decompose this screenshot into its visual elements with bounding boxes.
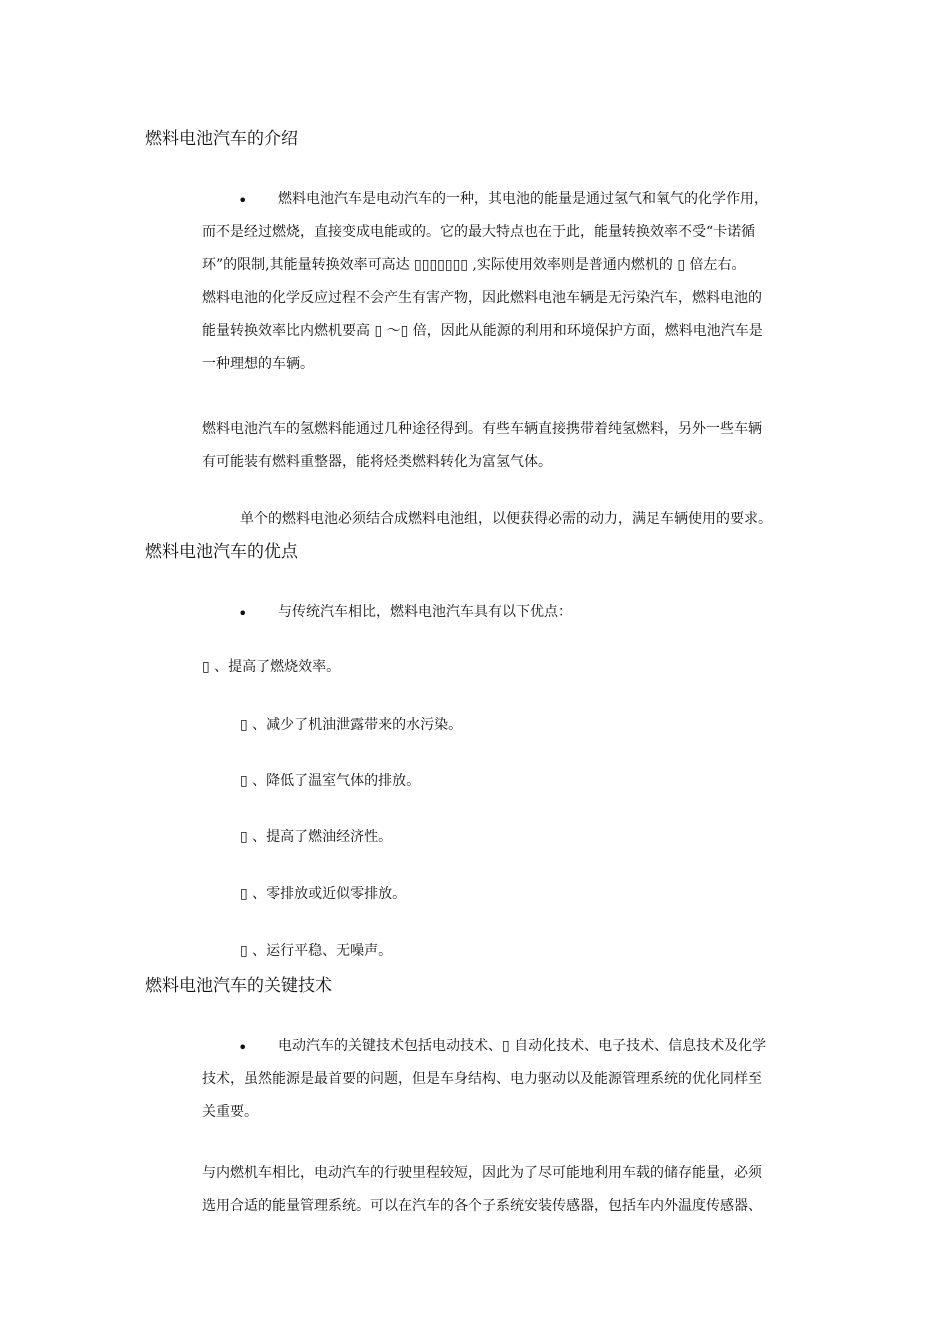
key-tech-paragraph xyxy=(202,1035,766,1134)
text-line: 燃料电池的化学反应过程不会产生有害产物，因此燃料电池车辆是无污染汽车，燃料电池的 xyxy=(202,290,762,306)
section-heading-advantages: 燃料电池汽车的优点 xyxy=(145,542,298,562)
list-item: ▯ 、降低了温室气体的排放。 xyxy=(240,773,421,789)
text-line: 环”的限制,其能量转换效率可高达 ▯▯▯▯▯▯▯ ,实际使用效率则是普通内燃机的 ▯ 倍左右。 xyxy=(202,257,746,273)
section-heading-key-tech: 燃料电池汽车的关键技术 xyxy=(145,976,332,996)
text-line: 关重要。 xyxy=(202,1104,258,1120)
hydrogen-paragraph xyxy=(202,418,762,484)
list-item: ▯ 、提高了燃油经济性。 xyxy=(240,829,393,845)
list-item: ▯ 、减少了机油泄露带来的水污染。 xyxy=(240,717,463,733)
text-line: 技术，虽然能源是最首要的问题，但是车身结构、电力驱动以及能源管理系统的优化同样至 xyxy=(202,1071,762,1087)
advantages-intro: 与传统汽车相比，燃料电池汽车具有以下优点： xyxy=(278,604,572,620)
text-line: 而不是经过燃烧，直接变成电能或的。它的最大特点也在于此，能量转换效率不受“卡诺循 xyxy=(202,224,756,240)
text-line: 一种理想的车辆。 xyxy=(202,356,314,372)
text-line: 选用合适的能量管理系统。可以在汽车的各个子系统安装传感器，包括车内外温度传感器、 xyxy=(202,1198,762,1214)
text-line: 能量转换效率比内燃机要高 ▯ ～▯ 倍，因此从能源的利用和环境保护方面，燃料电池汽车是 xyxy=(202,323,763,339)
text-line: 有可能装有燃料重整器，能将烃类燃料转化为富氢气体。 xyxy=(202,454,552,470)
bullet-icon: • xyxy=(238,191,248,210)
bullet-icon: • xyxy=(238,604,248,623)
text-line: 燃料电池汽车是电动汽车的一种，其电池的能量是通过氢气和氧气的化学作用， xyxy=(278,191,768,207)
stack-paragraph: 单个的燃料电池必须结合成燃料电池组，以便获得必需的动力，满足车辆使用的要求。 xyxy=(240,511,772,527)
list-item: ▯ 、运行平稳、无噪声。 xyxy=(240,943,393,959)
energy-management-paragraph xyxy=(202,1162,762,1228)
list-item: ▯ 、提高了燃烧效率。 xyxy=(202,659,341,675)
section-heading-intro: 燃料电池汽车的介绍 xyxy=(145,129,298,149)
text-line: 燃料电池汽车的氢燃料能通过几种途径得到。有些车辆直接携带着纯氢燃料，另外一些车辆 xyxy=(202,421,762,437)
text-line: 与内燃机车相比，电动汽车的行驶里程较短，因此为了尽可能地利用车载的储存能量，必须 xyxy=(202,1165,762,1181)
bullet-icon: • xyxy=(238,1038,248,1057)
list-item: ▯ 、零排放或近似零排放。 xyxy=(240,886,407,902)
text-line: 电动汽车的关键技术包括电动技术、▯ 自动化技术、电子技术、信息技术及化学 xyxy=(278,1038,767,1054)
intro-paragraph xyxy=(202,188,768,386)
